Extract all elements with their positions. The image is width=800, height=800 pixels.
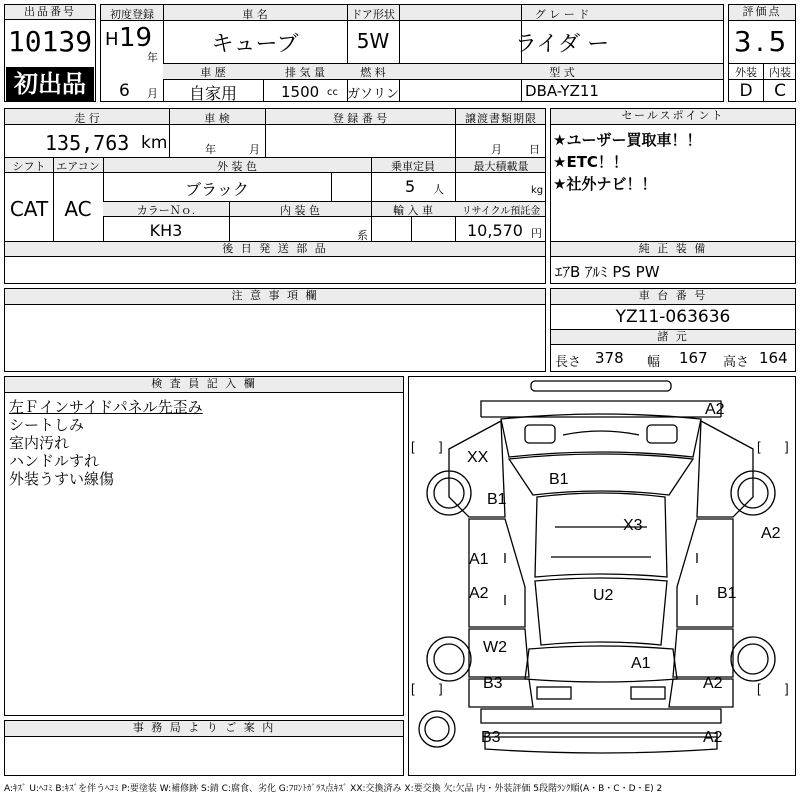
damage-code-rear-door-right: B1	[717, 585, 737, 602]
inspection-year-unit: 年	[205, 143, 216, 156]
score-box	[728, 4, 796, 102]
displacement: 1500	[281, 83, 320, 101]
inspector-line-2: シートしみ	[9, 416, 85, 434]
reg-no-label: 登 録 番 号	[332, 112, 388, 125]
lot-box	[4, 4, 96, 102]
color-no-label: カラーＮｏ.	[136, 204, 196, 217]
door-type: 5W	[356, 29, 390, 53]
chassis-box	[550, 288, 796, 372]
damage-code-front-fender-left: XX	[467, 449, 489, 466]
width: 167	[679, 349, 708, 367]
dims-label: 諸 元	[551, 330, 795, 345]
transfer-day-unit: 日	[529, 143, 540, 156]
bracket-front-right-open: [	[757, 439, 761, 454]
aircon: AC	[64, 197, 92, 221]
int-color-label: 内 装 色	[280, 204, 320, 217]
door-label: ドア形状	[351, 8, 395, 21]
damage-code-rear-quarter-right: A2	[703, 675, 723, 692]
legend-text: A:ｷｽﾞ U:ﾍｺﾐ B:ｷｽﾞを伴うﾍｺﾐ P:要塗装 W:補修跡 S:錆 C:腐食、劣化 G:ﾌﾛﾝﾄｶﾞﾗｽ点ｷｽﾞ XX:交換済み X:要交換 欠:欠品 内・外装評価 5段階ﾗﾝｸ順(A・B・C・D・E) 2	[4, 784, 663, 794]
sales-point-2: ★ETC！！	[553, 153, 628, 171]
car-outline-diagram	[409, 377, 794, 774]
first-reg-month-unit: 月	[147, 87, 158, 100]
inspection-month-unit: 月	[249, 143, 260, 156]
inspection-label: 車 検	[204, 112, 230, 125]
car-name-label: 車 名	[242, 8, 268, 21]
capacity: 5	[405, 177, 416, 196]
recycle-label: リサイクル預託金	[461, 206, 541, 217]
damage-code-rear-door-left: A2	[469, 585, 489, 602]
score-value: 3.5	[733, 25, 791, 58]
office-label: 事 務 局 よ り ご 案 内	[5, 721, 403, 737]
specs-box	[4, 108, 546, 284]
first-reg-label: 初度登録	[110, 8, 154, 21]
mileage-unit: km	[141, 133, 168, 153]
exterior-label: 外装	[735, 66, 757, 79]
damage-code-rear-fender-left: W2	[483, 639, 507, 656]
sales-points-label: セールスポイント	[551, 109, 795, 125]
mileage-label: 走 行	[74, 112, 100, 125]
inspector-line-5: 外装うすい線傷	[9, 470, 115, 488]
bracket-front-right-close: ]	[785, 439, 789, 454]
first-reg-era: H	[105, 29, 119, 50]
height-label: 高さ	[723, 355, 750, 370]
bracket-front-left-close: ]	[439, 439, 443, 454]
office-box	[4, 720, 404, 776]
grade: ライダ ー	[514, 32, 610, 57]
length: 378	[595, 349, 624, 367]
max-load-unit: kg	[531, 185, 544, 196]
fuel-label: 燃 料	[360, 66, 386, 79]
lot-number: 10139	[7, 25, 93, 58]
int-color-unit: 系	[357, 229, 368, 242]
fuel: ガソリン	[347, 87, 400, 102]
inspector-line-4: ハンドルすれ	[9, 452, 100, 470]
first-reg-year: 19	[119, 23, 153, 53]
damage-code-roof: U2	[593, 587, 614, 604]
bracket-rear-right-close: ]	[785, 681, 789, 696]
interior-label: 内装	[769, 66, 791, 79]
damage-code-front-bumper: A2	[705, 401, 725, 418]
sales-point-1: ★ユーザー買取車！！	[553, 131, 702, 149]
damage-code-front-door-right: X3	[623, 517, 643, 534]
color-no: KH3	[149, 221, 183, 240]
inspector-line-3: 室内汚れ	[9, 434, 70, 452]
displacement-label: 排 気 量	[285, 66, 325, 79]
damage-code-front-wheel-left: B1	[487, 491, 507, 508]
damage-code-rear-bumper-right: A2	[703, 729, 723, 746]
ext-color: ブラック	[185, 180, 249, 199]
model: DBA-YZ11	[525, 82, 599, 100]
model-label: 型 式	[549, 66, 575, 79]
first-reg-month: 6	[119, 81, 130, 101]
ext-color-label: 外 装 色	[217, 160, 257, 173]
bracket-front-left-open: [	[411, 439, 415, 454]
mileage: 135,763	[45, 131, 130, 155]
max-load-label: 最大積載量	[473, 160, 529, 173]
shift-label: シフト	[12, 160, 46, 173]
grade-label: グ レ ー ド	[534, 8, 590, 21]
inspector-box	[4, 376, 404, 716]
bracket-rear-right-open: [	[757, 681, 761, 696]
chassis-number: YZ11-063636	[615, 307, 731, 327]
notes-box	[4, 288, 546, 372]
recycle-unit: 円	[531, 227, 542, 240]
capacity-label: 乗車定員	[391, 160, 435, 173]
length-label: 長さ	[555, 355, 582, 370]
damage-code-rear-bumper-left: B3	[481, 729, 501, 746]
bracket-rear-left-close: ]	[439, 681, 443, 696]
genuine-equipment: ｴｱB ｱﾙﾐ PS PW	[555, 263, 660, 281]
damage-code-front-door-left: A1	[469, 551, 489, 568]
transfer-label: 譲渡書類期限	[465, 112, 537, 125]
notes-label: 注 意 事 項 欄	[5, 289, 545, 305]
displacement-unit: cc	[327, 87, 338, 98]
transfer-month-unit: 月	[491, 143, 502, 156]
import-label: 輸 入 車	[393, 204, 433, 217]
height: 164	[759, 349, 788, 367]
shift: CAT	[9, 197, 49, 221]
aircon-label: エアコン	[56, 160, 100, 173]
later-parts-label: 後 日 発 送 部 品	[5, 242, 545, 257]
width-label: 幅	[647, 355, 661, 370]
vehicle-header-box	[100, 4, 724, 102]
first-reg-year-unit: 年	[147, 51, 158, 64]
capacity-unit: 人	[433, 183, 444, 196]
inspector-line-1: 左Ｆインサイドパネル先歪み	[9, 398, 203, 416]
damage-diagram	[408, 376, 796, 776]
score-label: 評価点	[729, 5, 795, 21]
damage-code-front-fender-right: A2	[761, 525, 781, 542]
history-label: 車 歴	[200, 66, 226, 79]
genuine-label: 純 正 装 備	[551, 242, 795, 257]
interior-grade: C	[774, 81, 786, 101]
history: 自家用	[188, 84, 237, 103]
exterior-grade: D	[739, 81, 753, 101]
damage-code-trunk: A1	[631, 655, 651, 672]
sales-point-3: ★社外ナビ！！	[553, 175, 657, 193]
car-name: キューブ	[211, 32, 299, 57]
lot-label: 出品番号	[5, 5, 95, 20]
inspector-label: 検 査 員 記 入 欄	[5, 377, 403, 393]
first-listing-badge: 初出品	[6, 67, 94, 101]
recycle: 10,570	[467, 221, 523, 240]
bracket-rear-left-open: [	[411, 681, 415, 696]
chassis-label: 車 台 番 号	[551, 289, 795, 305]
damage-code-hood: B1	[549, 471, 569, 488]
sales-points-box	[550, 108, 796, 284]
damage-code-rear-quarter-left: B3	[483, 675, 503, 692]
